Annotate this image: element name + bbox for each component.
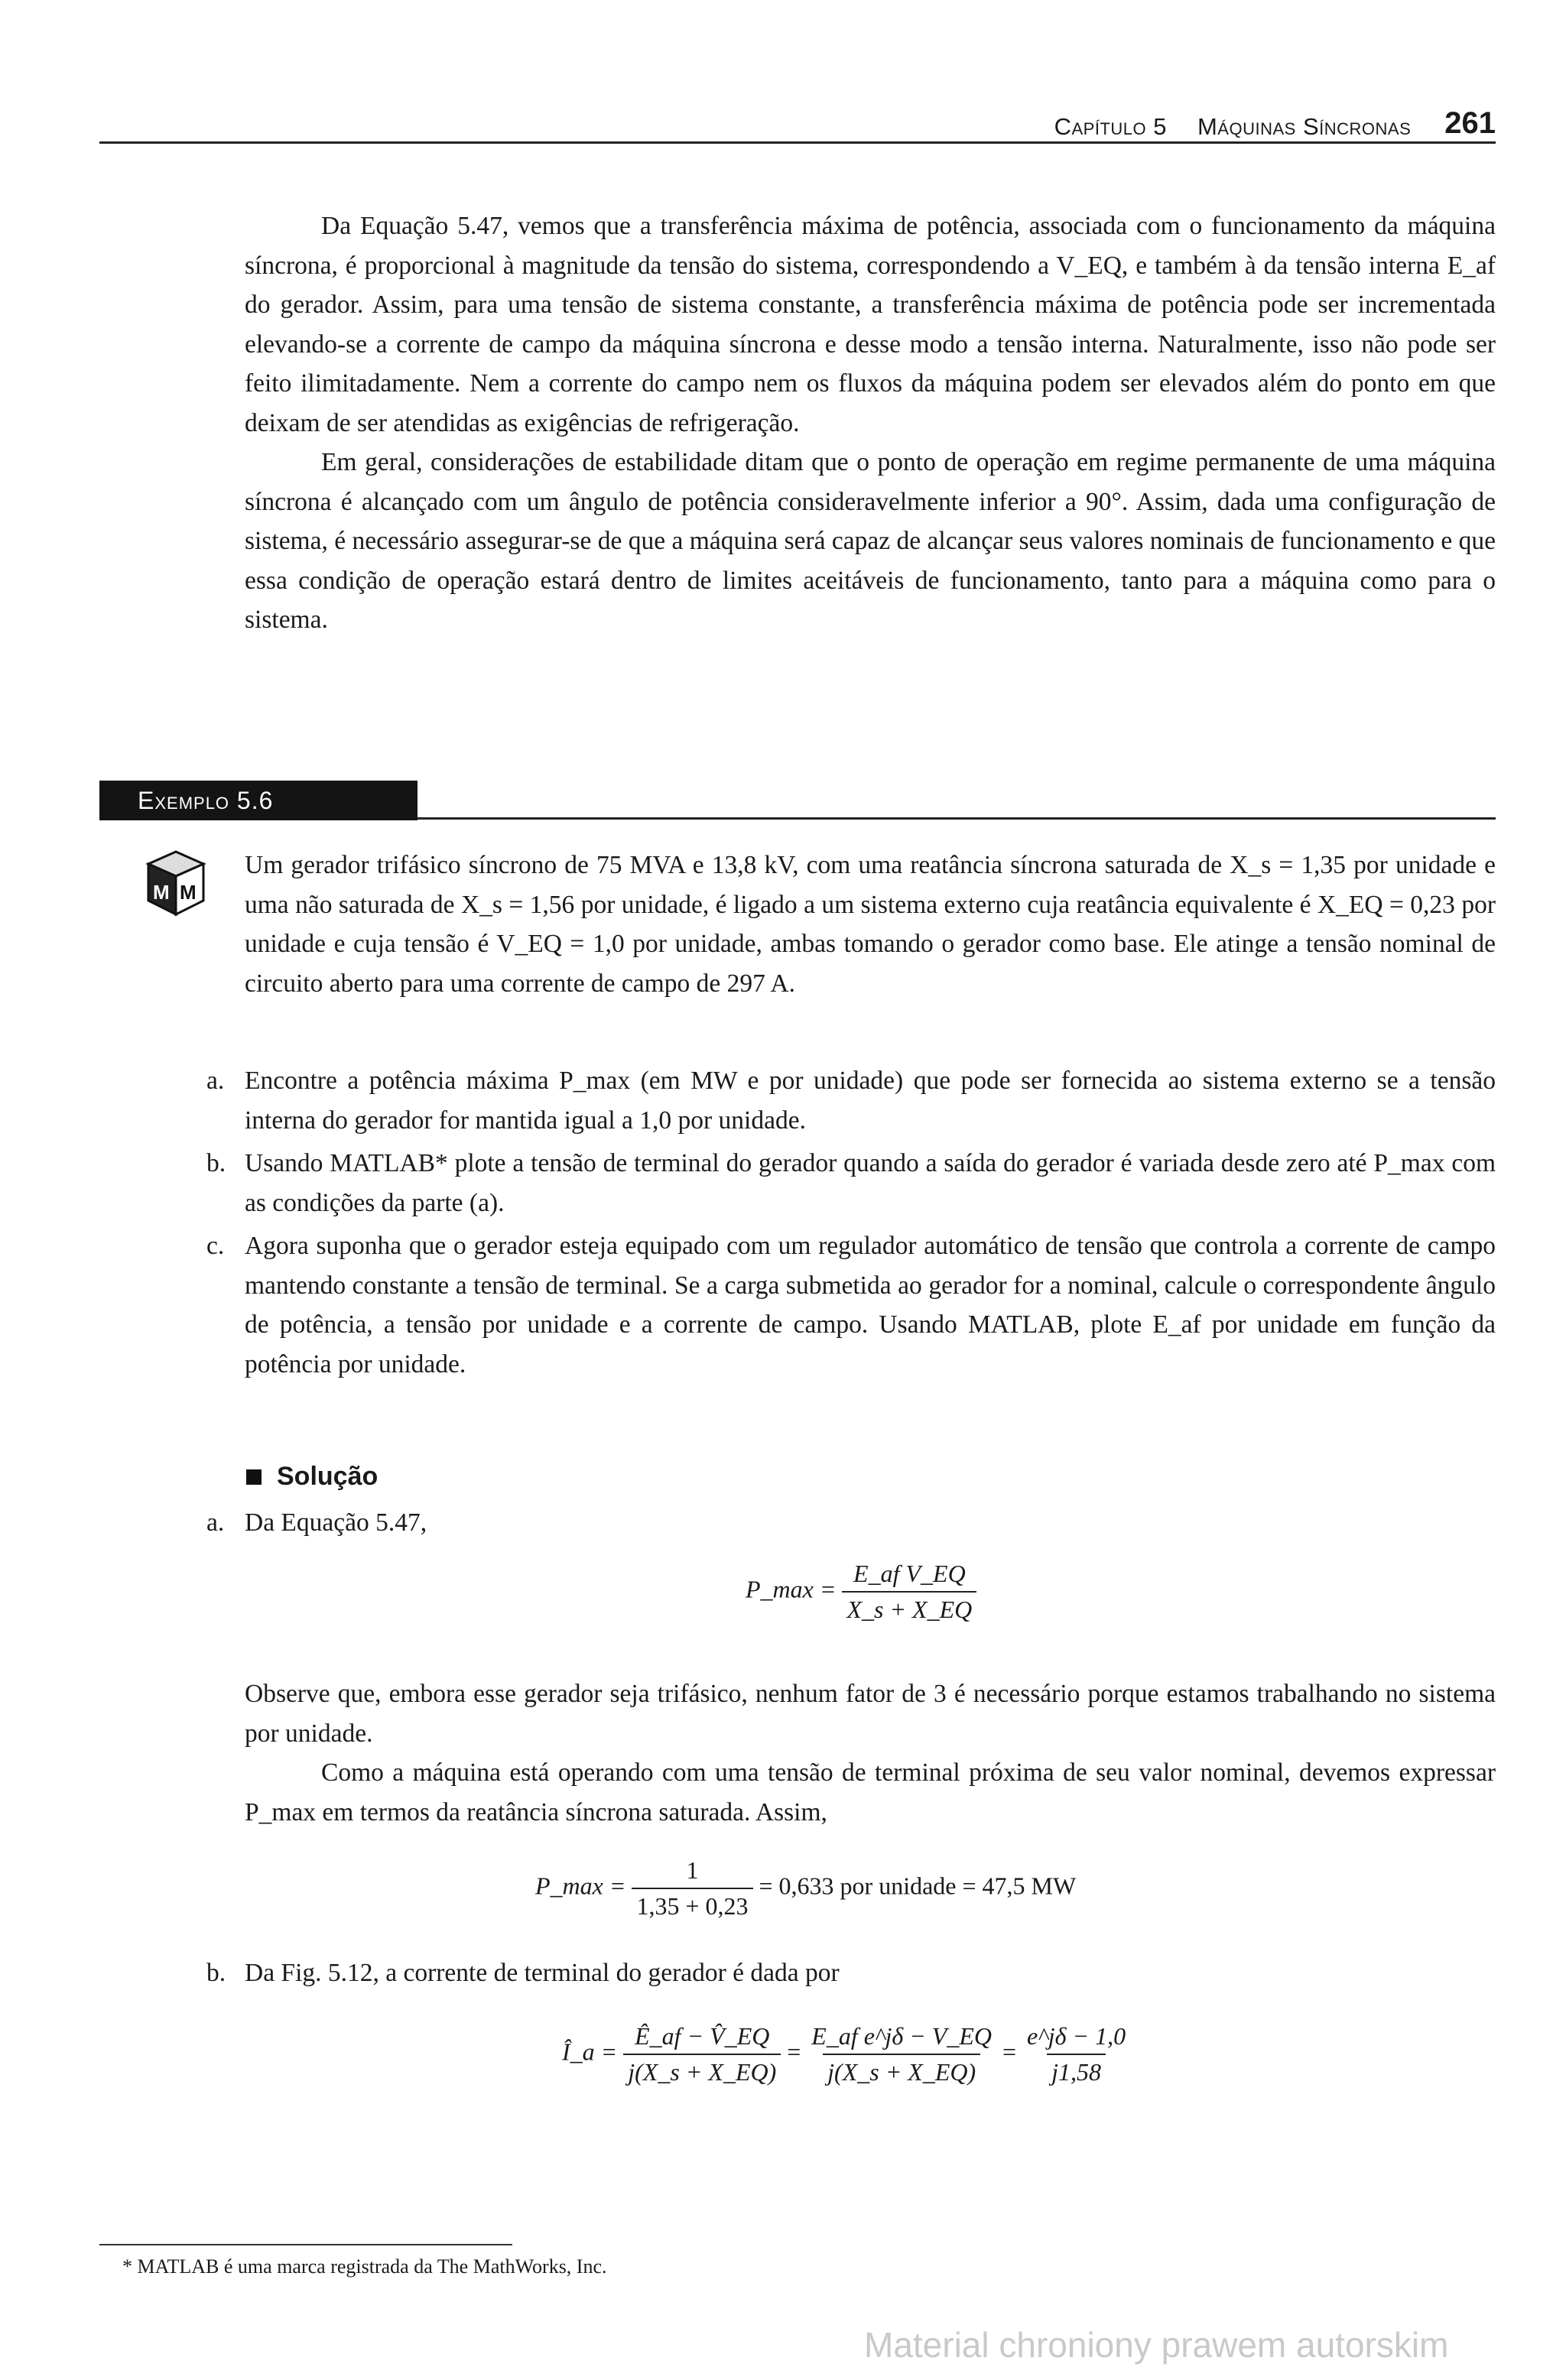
chapter-label: Capítulo 5 [1054, 113, 1167, 140]
page-number: 261 [1444, 106, 1496, 140]
example-item-b: b. Usando MATLAB* plote a tensão de terminal do gerador quando a saída do gerador é variada desde zero até P_max com as condições da parte (a). [206, 1149, 1496, 1217]
example-rule [417, 817, 1496, 820]
equation-pmax-value: P_max = $\frac{1}{1,35 + 0,23}$ = 0,633 por unidade = 47,5 MW [535, 1856, 1077, 1920]
footnote: * MATLAB é uma marca registrada da The MathWorks, Inc. [122, 2255, 607, 2278]
chapter-title: Máquinas Síncronas [1197, 113, 1412, 140]
header-rule [99, 141, 1496, 144]
matlab-cube-icon [145, 849, 206, 917]
solution-part-b: b. Da Fig. 5.12, a corrente de terminal do gerador é dada por [206, 1959, 840, 1987]
example-item-c: c. Agora suponha que o gerador esteja equipado com um regulador automático de tensão que controla a corrente de campo mantendo constante a tensão de terminal. Se a carga submetida ao gerador for a nominal, calcule o correspondente ângulo de potência, a tensão por unidade e a corrente de campo. Usando MATLAB, plote E_af por unidade em função da potência por unidade. [206, 1232, 1496, 1378]
example-banner [99, 781, 417, 820]
example-label: Exemplo 5.6 [138, 786, 274, 814]
svg-text:M: M [180, 881, 197, 904]
intro-paragraph-1: Da Equação 5.47, vemos que a transferência máxima de potência, associada com o funcionamento da máquina síncrona, é proporcional à magnitude da tensão do sistema, correspondendo a V_EQ, e também à da tensão interna E_af do gerador. Assim, para uma tensão de sistema constante, a transferência máxima de potência pode ser incrementada elevando-se a corrente de campo da máquina síncrona e desse modo a tensão interna. Naturalmente, isso não pode ser feito ilimitadamente. Nem a corrente do campo nem os fluxos da máquina podem ser elevados além do ponto em que deixam de ser atendidas as exigências de refrigeração. [245, 212, 1496, 437]
solution-heading: Solução [246, 1462, 378, 1492]
equation-pmax: P_max = $\frac{\text{E\_af V\_EQ}}{X\_s + X\_EQ}$ [746, 1560, 976, 1624]
watermark: Material chroniony prawem autorskim [864, 2325, 1449, 2365]
observation-text: Observe que, embora esse gerador seja trifásico, nenhum fator de 3 é necessário porque estamos trabalhando no sistema por unidade. Como a máquina está operando com uma tensão de terminal próxima de seu valor nominal, devemos expressar P_max em termos da reatância síncrona saturada. Assim, [245, 1680, 1496, 1826]
intro-paragraph-2: Em geral, considerações de estabilidade ditam que o ponto de operação em regime permanente de uma máquina síncrona é alcançado com um ângulo de potência consideravelmente inferior a 90°. Assim, dada uma configuração de sistema, é necessário assegurar-se de que a máquina será capaz de alcançar seus valores nominais de funcionamento e que essa condição de operação estará dentro de limites aceitáveis de funcionamento, tanto para a máquina como para o sistema. [245, 448, 1496, 634]
example-statement: Um gerador trifásico síncrono de 75 MVA e 13,8 kV, com uma reatância síncrona saturada de X_s = 1,35 por unidade e uma não saturada de X_s = 1,56 por unidade, é ligado a um sistema externo cuja reatância equivalente é X_EQ = 0,23 por unidade e cuja tensão é V_EQ = 1,0 por unidade, ambas tomando o gerador como base. Ele atinge a tensão nominal de circuito aberto para uma corrente de campo de 297 A. [245, 851, 1496, 998]
solution-part-a: a. Da Equação 5.47, [206, 1508, 427, 1537]
intro-text [245, 206, 1496, 640]
bullet-square-icon [246, 1469, 262, 1485]
running-header [99, 98, 1496, 141]
svg-text:M: M [153, 881, 170, 904]
footnote-rule [99, 2244, 512, 2245]
equation-terminal-current: Î_a = $\frac{Ê\_af - V̂\_EQ}{j(X\_s + X\_EQ)}$ = $\frac{\text{E\_af e\textasciicircum{}jδ − V\_EQ}}{j(X\_s + X\_EQ)}$ = $\frac{e\^{}j\delta - 1,0}{j1,58}$ [562, 2022, 1126, 2086]
example-item-a: a. Encontre a potência máxima P_max (em MW e por unidade) que pode ser fornecida ao sistema externo se a tensão interna do gerador for mantida igual a 1,0 por unidade. [206, 1067, 1496, 1135]
